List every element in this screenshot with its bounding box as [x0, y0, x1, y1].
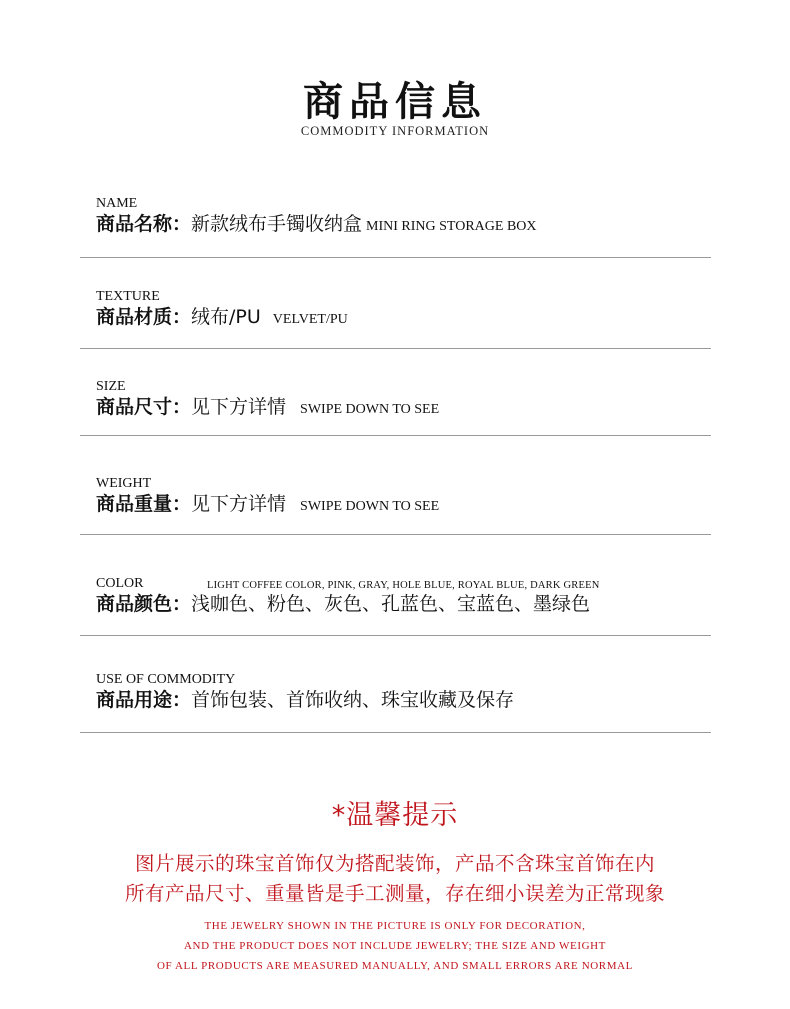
row-cn-value: 绒布/PU	[191, 306, 261, 328]
row-en-value: LIGHT COFFEE COLOR, PINK, GRAY, HOLE BLUE, ROYAL BLUE, DARK GREEN	[207, 580, 600, 591]
divider	[80, 534, 711, 535]
row-cn-label: 商品重量：	[96, 493, 192, 515]
divider	[80, 257, 711, 258]
row-cn-line	[96, 212, 711, 239]
divider	[80, 732, 711, 733]
notice-cn-line: 图片展示的珠宝首饰仅为搭配装饰，产品不含珠宝首饰在内	[134, 852, 655, 875]
row-en-label: WEIGHT	[96, 476, 152, 491]
info-row-size	[96, 379, 711, 422]
page-subtitle: COMMODITY INFORMATION	[300, 124, 490, 138]
row-en-value: VELVET/PU	[272, 312, 348, 327]
divider	[80, 635, 711, 636]
row-en-label: NAME	[96, 196, 138, 211]
row-cn-line	[96, 395, 711, 422]
notice-en-line: AND THE PRODUCT DOES NOT INCLUDE JEWELRY; THE SIZE AND WEIGHT	[183, 940, 606, 952]
info-row-name	[96, 196, 711, 239]
row-cn-label: 商品名称：	[96, 213, 192, 235]
page-title: 商品信息	[303, 79, 487, 125]
divider	[80, 435, 711, 436]
divider	[80, 348, 711, 349]
notice-en-line: THE JEWELRY SHOWN IN THE PICTURE IS ONLY FOR DECORATION,	[204, 920, 586, 932]
row-cn-value: 首饰包装、首饰收纳、珠宝收藏及保存	[191, 689, 515, 711]
info-row-texture	[96, 289, 711, 332]
row-en-value: MINI RING STORAGE BOX	[366, 219, 537, 234]
row-en-label: SIZE	[96, 379, 126, 394]
info-row-color	[96, 576, 711, 616]
row-en-value: SWIPE DOWN TO SEE	[300, 402, 440, 417]
row-cn-line	[96, 688, 711, 712]
row-en-label: USE OF COMMODITY	[96, 672, 236, 687]
row-cn-line	[96, 492, 711, 519]
notice-en-line: OF ALL PRODUCTS ARE MEASURED MANUALLY, AND SMALL ERRORS ARE NORMAL	[156, 960, 633, 972]
row-cn-value: 见下方详情	[191, 396, 287, 418]
row-cn-label: 商品颜色：	[96, 593, 192, 615]
row-cn-line	[96, 305, 711, 332]
row-cn-value: 新款绒布手镯收纳盒	[191, 213, 363, 235]
notice-title: *温馨提示	[331, 800, 459, 831]
row-cn-line	[96, 592, 711, 616]
row-cn-value: 浅咖色、粉色、灰色、孔蓝色、宝蓝色、墨绿色	[191, 593, 591, 615]
notice-cn-line: 所有产品尺寸、重量皆是手工测量，存在细小误差为正常现象	[124, 882, 665, 905]
info-row-weight	[96, 476, 711, 519]
row-cn-label: 商品材质：	[96, 306, 192, 328]
row-en-value: SWIPE DOWN TO SEE	[300, 499, 440, 514]
row-cn-value: 见下方详情	[191, 493, 287, 515]
row-en-label: COLOR	[96, 576, 144, 591]
row-cn-label: 商品尺寸：	[96, 396, 192, 418]
row-cn-label: 商品用途：	[96, 689, 192, 711]
row-en-label: TEXTURE	[96, 289, 160, 304]
info-row-use	[96, 672, 711, 712]
